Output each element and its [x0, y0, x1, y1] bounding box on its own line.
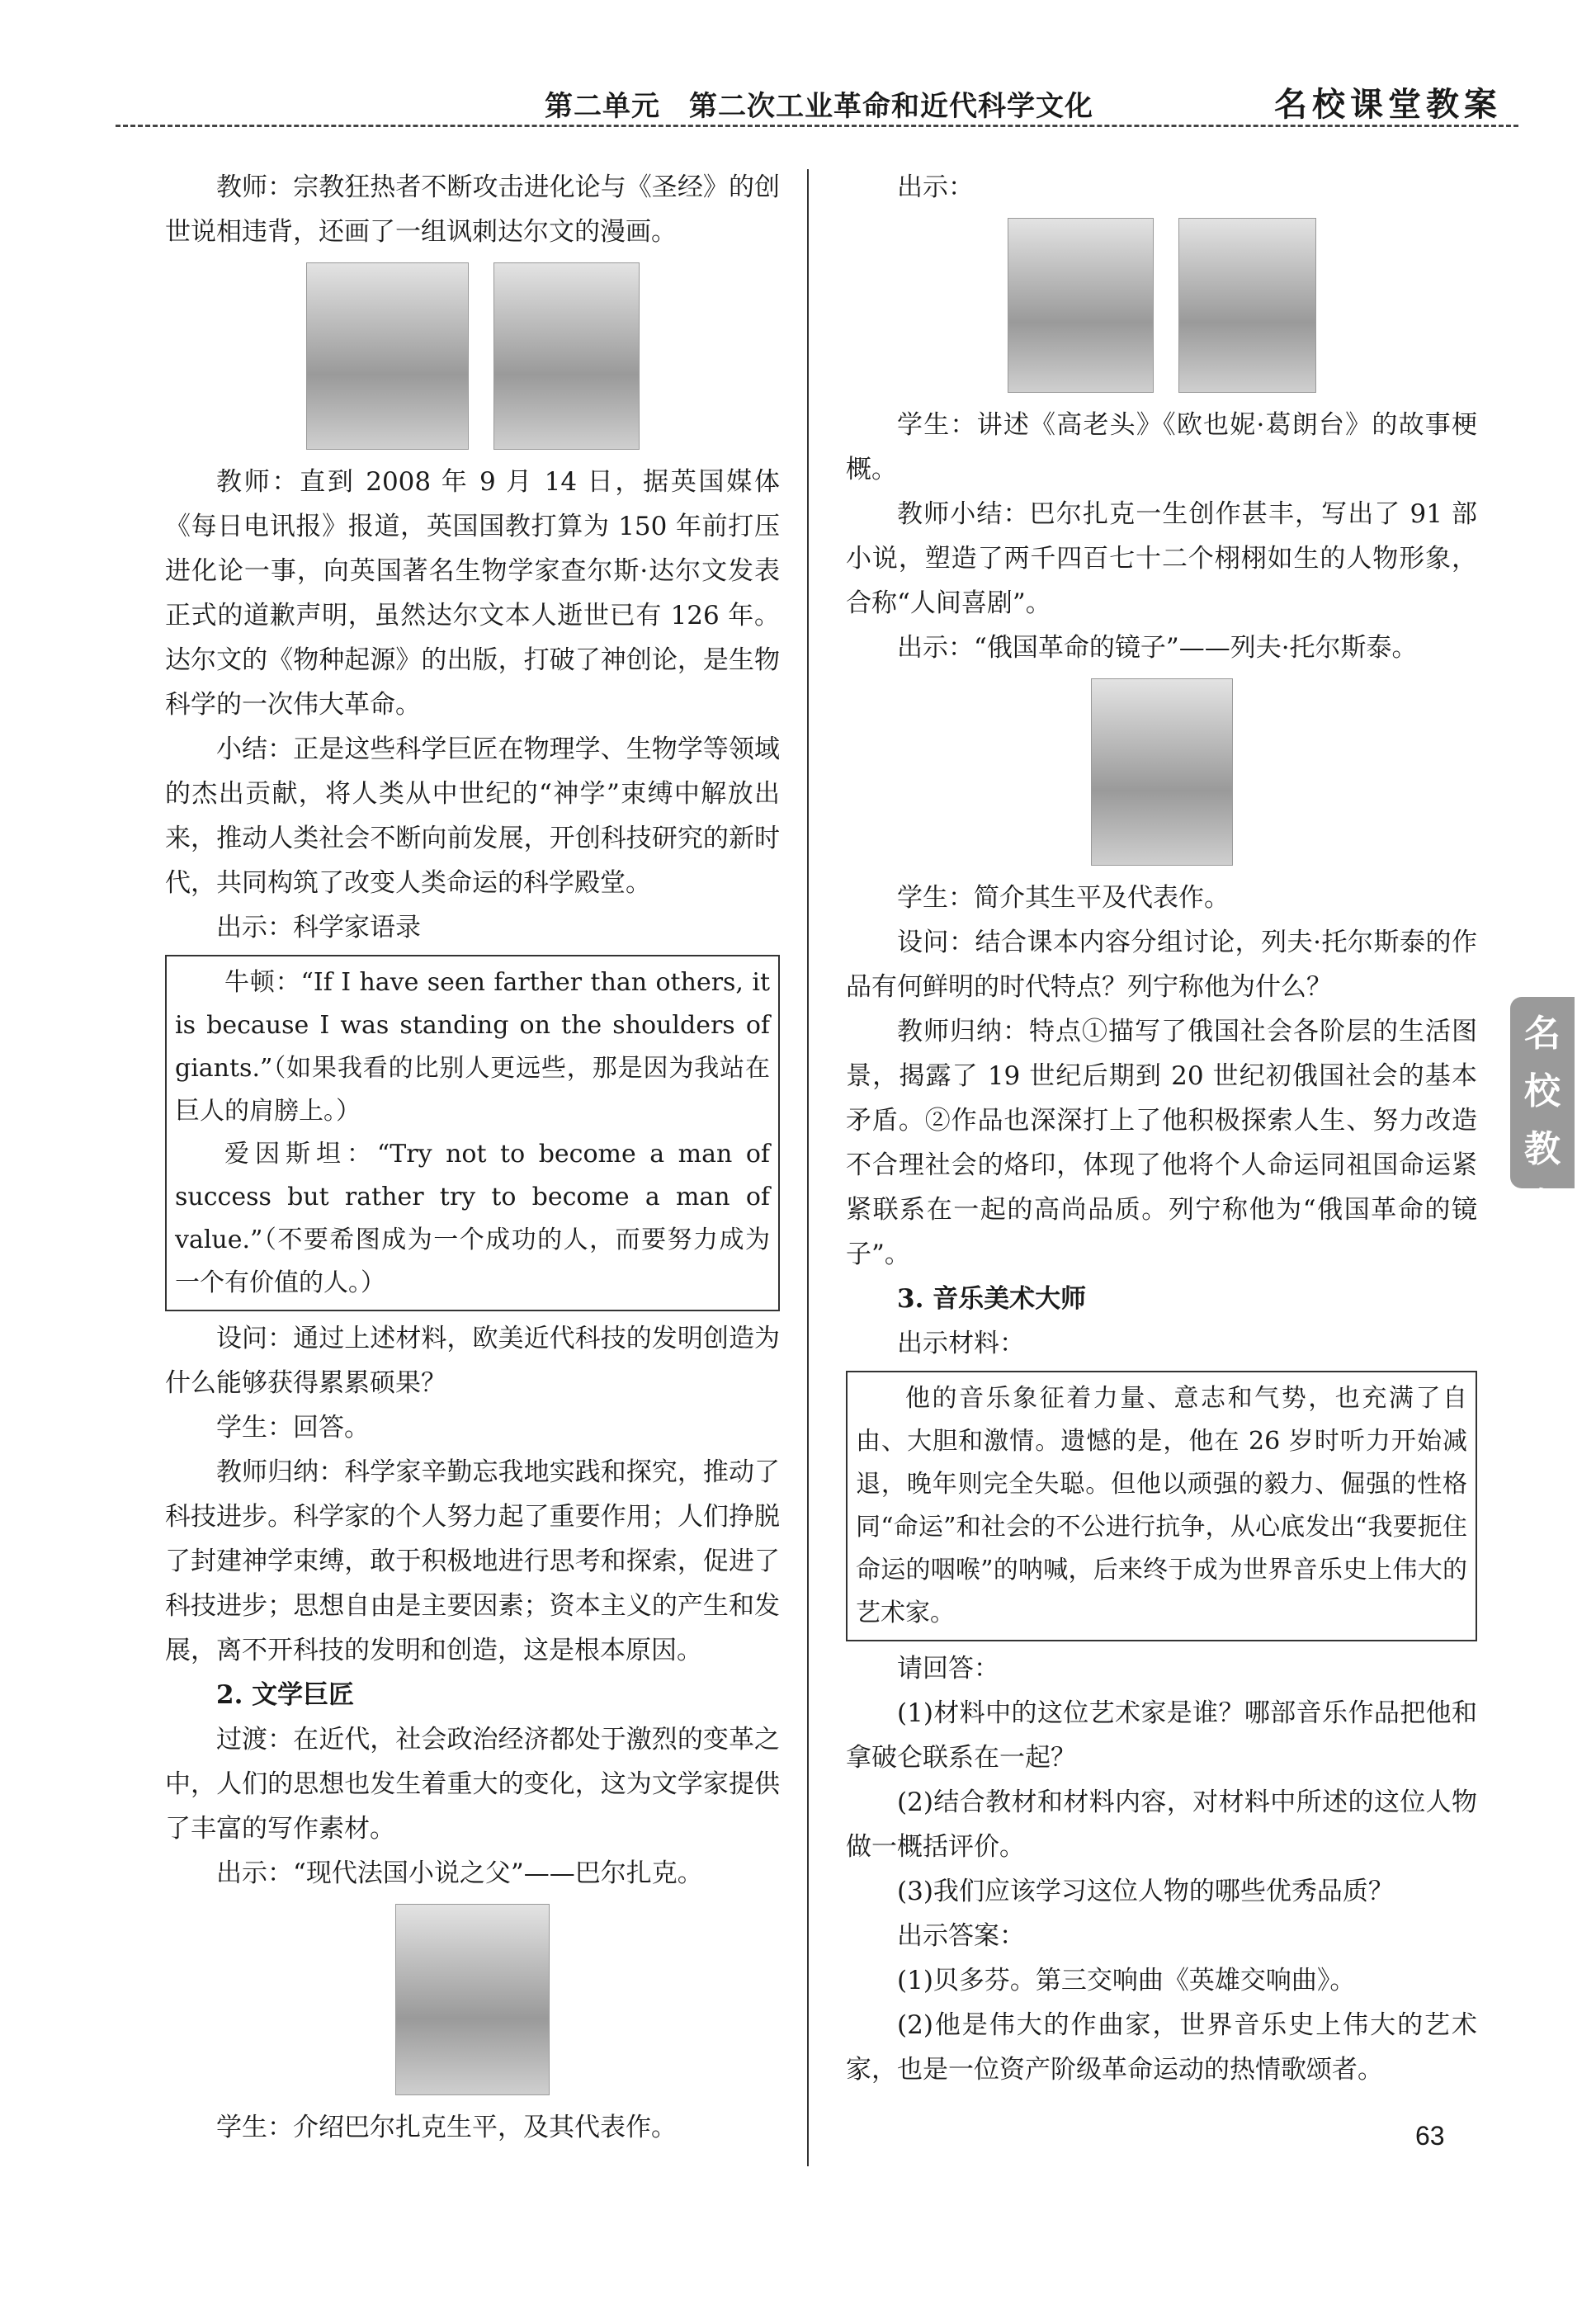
paragraph: 出示材料： — [897, 1329, 1025, 1358]
paragraph: 教师归纳：特点①描写了俄国社会各阶层的生活图景，揭露了 19 世纪后期到 20 世纪初俄国社会的基本矛盾。②作品也深深打上了他积极探索人生、努力改造不合理社会的烙印，体现了他将个人命运同祖国命运紧紧联系在一起的高尚品质。列宁称他为“俄国革命的镜子”。 — [846, 1017, 1477, 1269]
quote-box — [165, 955, 780, 1311]
balzac-portrait — [395, 1904, 550, 2095]
paragraph: 学生：介绍巴尔扎克生平，及其代表作。 — [216, 2113, 677, 2142]
cartoon-figure — [165, 262, 780, 450]
balzac-figure — [165, 1904, 780, 2095]
book-cover-1 — [1008, 218, 1154, 393]
paragraph: 出示： — [897, 172, 974, 202]
paragraph: 设问：结合课本内容分组讨论，列夫·托尔斯泰的作品有何鲜明的时代特点？列宁称他为什么？ — [846, 928, 1477, 1002]
section-heading: 2. 文学巨匠 — [216, 1680, 355, 1710]
paragraph: 学生：简介其生平及代表作。 — [897, 883, 1230, 913]
question-1: (1)材料中的这位艺术家是谁？哪部音乐作品把他和拿破仑联系在一起？ — [846, 1698, 1477, 1773]
left-column — [165, 165, 780, 2150]
paragraph: 设问：通过上述材料，欧美近代科技的发明创造为什么能够获得累累硕果？ — [165, 1324, 780, 1398]
side-tab-char: 校 — [1524, 1070, 1561, 1112]
paragraph: 过渡：在近代，社会政治经济都处于激烈的变革之中，人们的思想也发生着重大的变化，这为文学家提供了丰富的写作素材。 — [165, 1725, 780, 1844]
paragraph: 教师小结：巴尔扎克一生创作甚丰，写出了 91 部小说，塑造了两千四百七十二个栩栩如生的人物形象，合称“人间喜剧”。 — [846, 499, 1477, 618]
answer-2: (2)他是伟大的作曲家，世界音乐史上伟大的艺术家，也是一位资产阶级革命运动的热情歌颂者。 — [846, 2010, 1477, 2085]
paragraph: 教师归纳：科学家辛勤忘我地实践和探究，推动了科技进步。科学家的个人努力起了重要作用；人们挣脱了封建神学束缚，敢于积极地进行思考和探索，促进了科技进步；思想自由是主要因素；资本主义的产生和发展，离不开科技的发明和创造，这是根本原因。 — [165, 1457, 780, 1665]
question-3: (3)我们应该学习这位人物的哪些优秀品质？ — [897, 1877, 1394, 1906]
paragraph: 教师：直到 2008 年 9 月 14 日，据英国媒体《每日电讯报》报道，英国国教打算为 150 年前打压进化论一事，向英国著名生物学家查尔斯·达尔文发表正式的道歉声明，虽然达尔文本人逝世已有 126 年。达尔文的《物种起源》的出版，打破了神创论，是生物科学的一次伟大革命。 — [165, 467, 780, 720]
side-tab-char: 名 — [1524, 1013, 1561, 1055]
header-badge: 名校课堂教案 — [1274, 85, 1502, 124]
paragraph: 学生：回答。 — [216, 1413, 370, 1443]
side-tab — [1510, 997, 1575, 1228]
paragraph: 出示：“俄国革命的镜子”——列夫·托尔斯泰。 — [897, 633, 1418, 663]
question-2: (2)结合教材和材料内容，对材料中所述的这位人物做一概括评价。 — [846, 1787, 1477, 1862]
quote-newton: 牛顿：“If I have seen farther than others, it is because I was standing on the shoulders of giants.”（如果我看的比别人更远些，那是因为我站在巨人的肩膀上。） — [175, 968, 770, 1126]
paragraph: 出示：“现代法国小说之父”——巴尔扎克。 — [216, 1858, 703, 1888]
page-number: 63 — [1415, 2121, 1445, 2151]
page-header — [116, 78, 1518, 136]
book-cover-2 — [1178, 218, 1316, 393]
right-column — [846, 165, 1477, 2092]
paragraph: 出示答案： — [897, 1921, 1025, 1951]
side-tab-char: 案 — [1524, 1186, 1561, 1228]
paragraph: 请回答： — [897, 1654, 999, 1684]
quote-einstein: 爱因斯坦：“Try not to become a man of success but rather try to become a man of value.”（不要希图成为一个成功的人，而要努力成为一个有价值的人。） — [175, 1140, 770, 1297]
darwin-cartoon-2 — [493, 262, 640, 450]
paragraph: 教师：宗教狂热者不断攻击进化论与《圣经》的创世说相违背，还画了一组讽刺达尔文的漫画。 — [165, 172, 780, 247]
tolstoy-portrait — [1091, 678, 1233, 866]
header-title: 第二单元 第二次工业革命和近代科学文化 — [545, 90, 1093, 123]
paragraph: 学生：讲述《高老头》《欧也妮·葛朗台》的故事梗概。 — [846, 410, 1477, 484]
side-tab-char: 教 — [1524, 1128, 1561, 1170]
material-text: 他的音乐象征着力量、意志和气势，也充满了自由、大胆和激情。遗憾的是，他在 26 岁时听力开始减退，晚年则完全失聪。但他以顽强的毅力、倔强的性格同“命运”和社会的不公进行抗争，从心底发出“我要扼住命运的咽喉”的呐喊，后来终于成为世界音乐史上伟大的艺术家。 — [856, 1384, 1467, 1627]
section-heading: 3. 音乐美术大师 — [897, 1284, 1087, 1314]
column-divider — [807, 169, 809, 2166]
header-rule — [116, 125, 1518, 127]
answer-1: (1)贝多芬。第三交响曲《英雄交响曲》。 — [897, 1966, 1356, 1995]
darwin-cartoon-1 — [306, 262, 469, 450]
paragraph: 出示：科学家语录 — [216, 913, 421, 942]
tolstoy-figure — [846, 678, 1477, 866]
paragraph: 小结：正是这些科学巨匠在物理学、生物学等领域的杰出贡献，将人类从中世纪的“神学”束缚中解放出来，推动人类社会不断向前发展，开创科技研究的新时代，共同构筑了改变人类命运的科学殿堂。 — [165, 734, 780, 898]
material-box — [846, 1371, 1477, 1641]
book-covers-figure — [846, 218, 1477, 393]
